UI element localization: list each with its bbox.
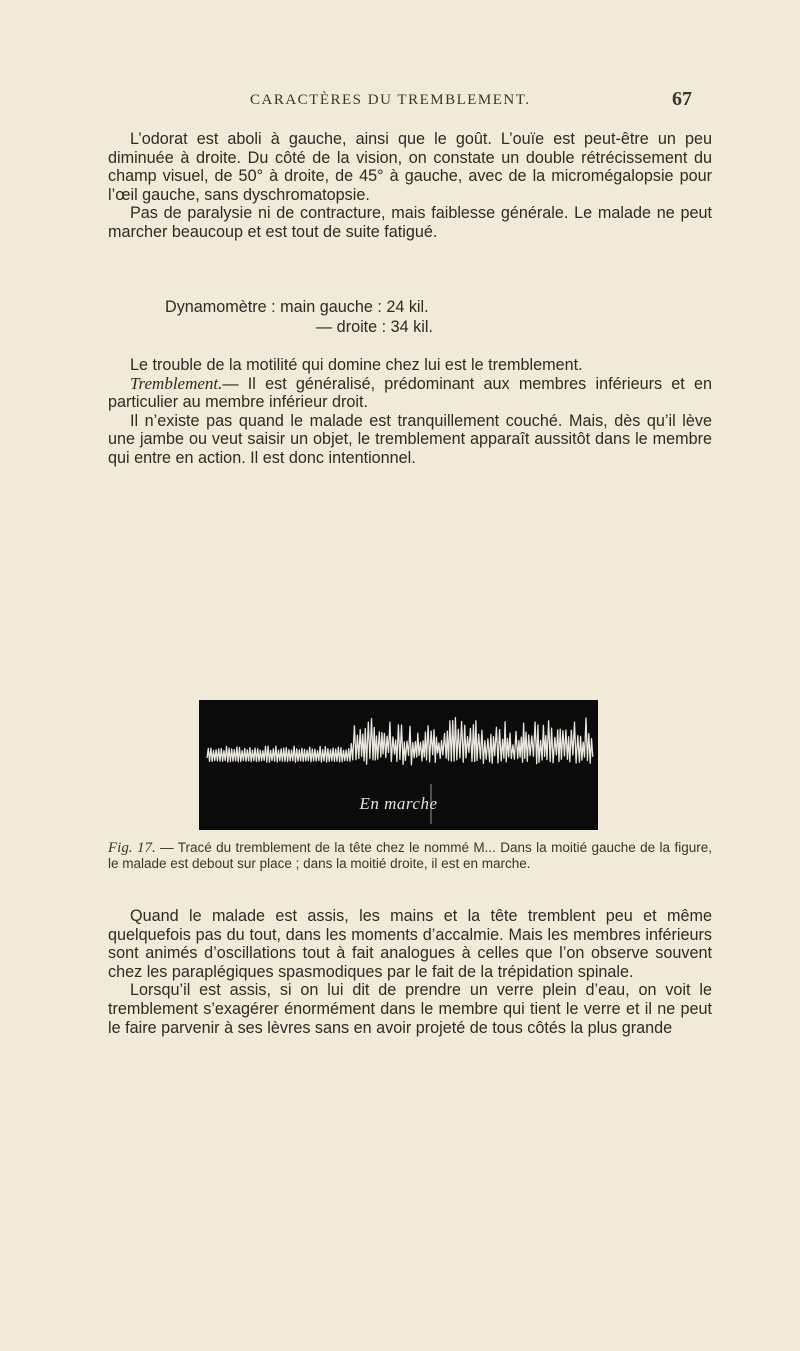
running-title: CARACTÈRES DU TREMBLEMENT. — [250, 92, 531, 108]
paragraph: Le trouble de la motilité qui domine chez lui est le tremblement. — [130, 356, 583, 374]
paragraph-tremblement — [108, 375, 712, 412]
tremor-trace-line — [207, 718, 593, 765]
text-block-middle — [108, 356, 712, 468]
running-head — [0, 88, 800, 112]
tremor-trace-figure — [199, 700, 598, 830]
text-block-top — [108, 130, 712, 242]
text-block-bottom — [108, 907, 712, 1037]
figure-number: Fig. 17. — [108, 840, 156, 856]
paragraph: Il n’existe pas quand le malade est tranquillement couché. Mais, dès qu’il lève une jambe ou veut saisir un objet, le tremblement apparaît aussitôt dans le membre qui entre en action. Il est donc intentionnel. — [108, 411, 712, 467]
paragraph: Pas de paralysie ni de contracture, mais faiblesse générale. Le malade ne peut marcher beaucoup et est tout de suite fatigué. — [108, 204, 712, 241]
page-number: 67 — [672, 88, 692, 110]
caption-text: — Tracé du tremblement de la tête chez le nommé M... Dans la moitié gauche de la figure, le malade est debout sur place ; dans la moitié droite, il est en marche. — [108, 840, 712, 871]
dynamometer-line-left: Dynamomètre : main gauche : 24 kil. — [165, 298, 429, 316]
paragraph: Quand le malade est assis, les mains et la tête tremblent peu et même quelquefois pas du tout, dans les moments d’accalmie. Mais les membres inférieurs sont animés d’oscillations tout à fait analogues à celles que l’on observe souvent chez les paraplégiques spasmodiques par le fait de la trépidation spinale. — [108, 907, 712, 981]
figure-caption — [108, 840, 712, 872]
section-label: Tremblement. — [130, 373, 223, 393]
paragraph-text: — Il est généralisé, prédominant aux membres inférieurs et en particulier au membre inférieur droit. — [108, 374, 712, 412]
paragraph: Lorsqu’il est assis, si on lui dit de prendre un verre plein d’eau, on voit le tremblement s’exagérer énormément dans le membre qui tient le verre et il ne peut le faire parvenir à ses lèvres sans en avoir projeté de tous côtés la plus grande — [108, 981, 712, 1037]
paragraph: L’odorat est aboli à gauche, ainsi que le goût. L’ouïe est peut-être un peu diminuée à droite. Du côté de la vision, on constate un double rétrécissement du champ visuel, de 50° à droite, de 45° à gauche, avec de la micromégalopsie pour l’œil gauche, sans dyschromatopsie. — [108, 130, 712, 204]
figure-label: En marche — [359, 794, 438, 813]
dynamometer-line-right: — droite : 34 kil. — [316, 318, 433, 336]
